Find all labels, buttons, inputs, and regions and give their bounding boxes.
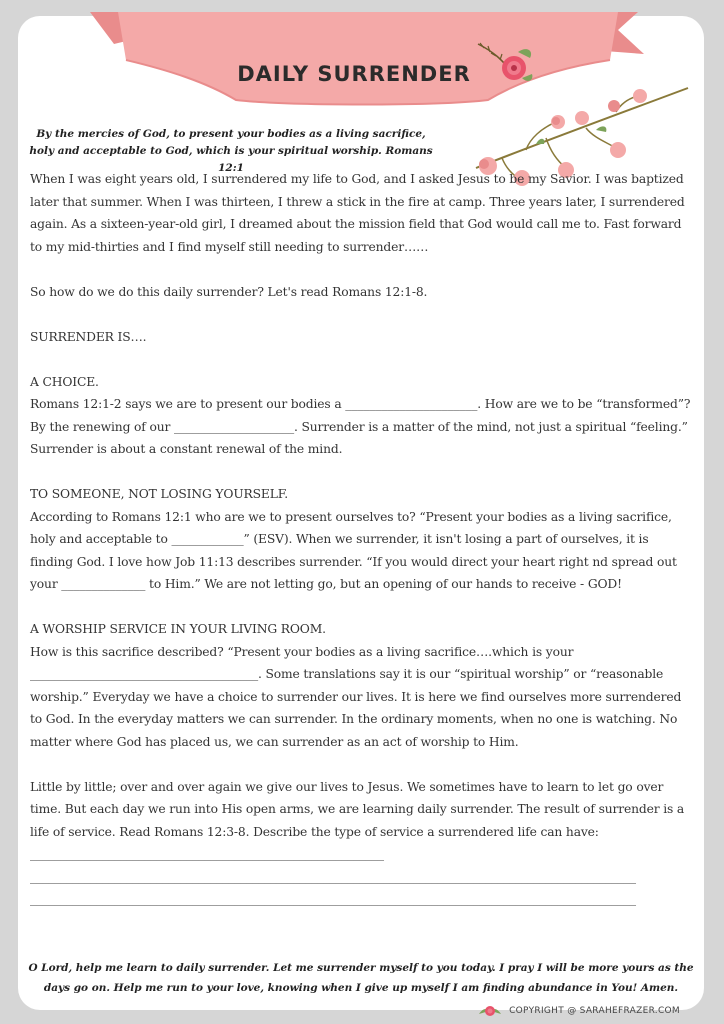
- section-choice: [30, 371, 694, 461]
- section-heading: A CHOICE.: [30, 374, 99, 389]
- answer-lines: [30, 866, 694, 911]
- closing-prayer: O Lord, help me learn to daily surrender. Let me surrender myself to you today. I pray I will be more yours as the days go on. Help me run to your love, knowing when I give up myself I am finding abundance in You! Amen.: [28, 962, 694, 994]
- section-body: Romans 12:1-2 says we are to present our bodies a ______________________. How are we to be “transformed”? By the renewing of our ____________________. Surrender is a matter of the mind, not just a spiritual “feeling.” Surrender is about a constant renewal of the mind.: [30, 397, 691, 456]
- question-paragraph: So how do we do this daily surrender? Let's read Romans 12:1-8.: [30, 284, 428, 299]
- answer-line: _____________________________________________________________________________________________________: [30, 892, 636, 906]
- scripture-verse: By the mercies of God, to present your bodies as a living sacrifice, holy and acceptable to God, which is your spiritual worship. Romans 12:1: [29, 128, 433, 174]
- copyright-footer: [477, 1004, 680, 1018]
- closing-paragraph: [30, 776, 694, 911]
- surrender-is-heading: SURRENDER IS….: [30, 329, 147, 344]
- rose-icon: [477, 1004, 503, 1018]
- page-title: DAILY SURRENDER: [237, 62, 471, 86]
- section-someone: [30, 483, 694, 596]
- section-body: How is this sacrifice described? “Present your bodies as a living sacrifice….which is your ______________________________________. Some translations say it is our “spiritual worship” or “reasonable worship.” Everyday we have a choice to surrender our lives. It is here we find ourselves more surrendered to God. In the everyday matters we can surrender. In the ordinary moments, when no one is watching. No matter where God has placed us, we can surrender as an act of worship to Him.: [30, 644, 682, 749]
- section-heading: A WORSHIP SERVICE IN YOUR LIVING ROOM.: [30, 622, 326, 636]
- closing-text: Little by little; over and over again we give our lives to Jesus. We sometimes have to learn to let go over time. But each day we run into His open arms, we are learning daily surrender. The result of surrender is a life of service. Read Romans 12:3-8. Describe the type of service a surrendered life can have: ___________________________________________________________: [30, 779, 685, 861]
- section-body: According to Romans 12:1 who are we to present ourselves to? “Present your bodies as a living sacrifice, holy and acceptable to ____________” (ESV). When we surrender, it isn't losing a part of ourselves, it is finding God. I love how Job 11:13 describes surrender. “If you would direct your heart right nd spread out your ______________ to Him.” We are not letting go, but an opening of our hands to receive - GOD!: [30, 509, 677, 591]
- section-worship: [30, 618, 694, 753]
- section-heading: TO SOMEONE, NOT LOSING YOURSELF.: [30, 487, 288, 501]
- answer-line: _____________________________________________________________________________________________________: [30, 869, 636, 884]
- worksheet-page: [18, 16, 704, 1016]
- intro-paragraph: When I was eight years old, I surrendered my life to God, and I asked Jesus to be my Savior. I was baptized later that summer. When I was thirteen, I threw a stick in the fire at camp. Three years later, I surrendered again. As a sixteen-year-old girl, I dreamed about the mission field that God would call me to. Fast forward to my mid-thirties and I find myself still needing to surrender……: [30, 172, 685, 254]
- worksheet-content: [30, 168, 694, 911]
- copyright-text: COPYRIGHT @ SARAHEFRAZER.COM: [509, 1006, 680, 1016]
